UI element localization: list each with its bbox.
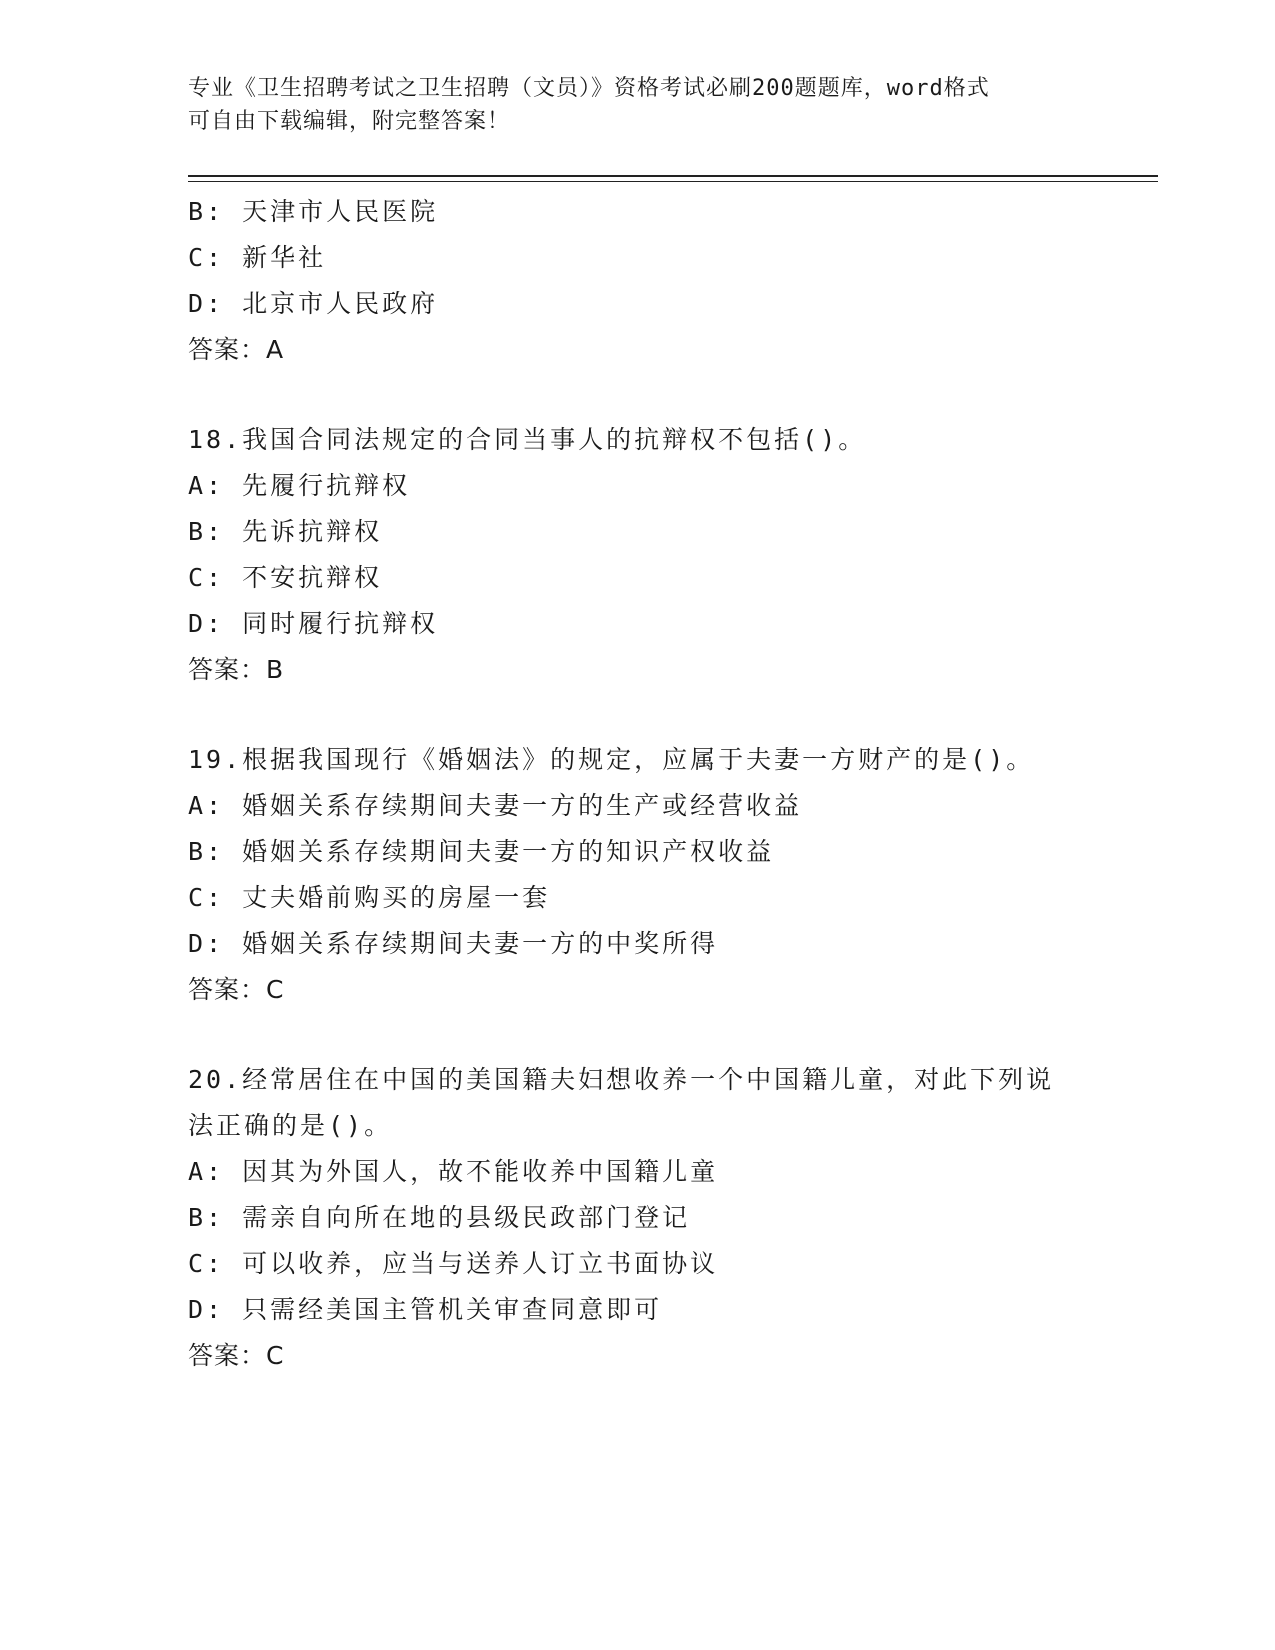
option-label: D:	[188, 1295, 225, 1324]
header-divider-thick	[188, 175, 1158, 177]
option-label: A:	[188, 1157, 225, 1186]
option-c	[188, 1241, 1088, 1287]
option-label: B:	[188, 197, 225, 226]
option-text: 同时履行抗辩权	[242, 609, 439, 638]
answer-line: 答案：C	[188, 1341, 285, 1370]
answer-line: 答案：B	[188, 655, 285, 684]
option-a	[188, 1149, 1088, 1195]
question-20	[188, 1057, 1088, 1379]
answer-line: 答案：A	[188, 335, 285, 364]
option-label: C:	[188, 883, 225, 912]
option-text: 因其为外国人，故不能收养中国籍儿童	[242, 1157, 719, 1186]
option-b	[188, 509, 1088, 555]
option-d	[188, 1287, 1088, 1333]
option-label: A:	[188, 791, 225, 820]
option-text: 新华社	[242, 243, 327, 272]
option-text: 不安抗辩权	[242, 563, 383, 592]
option-label: B:	[188, 1203, 225, 1232]
option-label: B:	[188, 837, 225, 866]
question-stem-line-1: 20.经常居住在中国的美国籍夫妇想收养一个中国籍儿童，对此下列说	[188, 1065, 1055, 1094]
option-a	[188, 783, 1088, 829]
question-stem-line-2: 法正确的是()。	[188, 1111, 393, 1140]
question-18	[188, 417, 1088, 693]
option-label: D:	[188, 289, 225, 318]
option-text: 只需经美国主管机关审查同意即可	[242, 1295, 663, 1324]
option-text: 需亲自向所在地的县级民政部门登记	[242, 1203, 691, 1232]
header-divider-thin	[188, 181, 1158, 182]
option-text: 先履行抗辩权	[242, 471, 411, 500]
option-label: D:	[188, 609, 225, 638]
option-text: 北京市人民政府	[242, 289, 439, 318]
document-header	[188, 72, 1088, 138]
option-d	[188, 281, 1088, 327]
option-label: C:	[188, 1249, 225, 1278]
option-label: A:	[188, 471, 225, 500]
option-d	[188, 921, 1088, 967]
header-line-2: 可自由下载编辑，附完整答案！	[188, 109, 511, 134]
header-line-1: 专业《卫生招聘考试之卫生招聘（文员）》资格考试必刷200题题库，word格式	[188, 76, 990, 101]
question-stem: 18.我国合同法规定的合同当事人的抗辩权不包括()。	[188, 425, 867, 454]
option-label: C:	[188, 243, 225, 272]
option-text: 先诉抗辩权	[242, 517, 383, 546]
option-a	[188, 463, 1088, 509]
question-list	[188, 189, 1088, 1379]
option-c	[188, 555, 1088, 601]
option-text: 丈夫婚前购买的房屋一套	[242, 883, 551, 912]
option-label: D:	[188, 929, 225, 958]
option-label: C:	[188, 563, 225, 592]
question-17-continuation	[188, 189, 1088, 373]
option-b	[188, 829, 1088, 875]
option-text: 可以收养，应当与送养人订立书面协议	[242, 1249, 719, 1278]
option-text: 婚姻关系存续期间夫妻一方的知识产权收益	[242, 837, 775, 866]
option-b	[188, 1195, 1088, 1241]
option-text: 婚姻关系存续期间夫妻一方的生产或经营收益	[242, 791, 803, 820]
question-stem: 19.根据我国现行《婚姻法》的规定，应属于夫妻一方财产的是()。	[188, 745, 1035, 774]
option-d	[188, 601, 1088, 647]
option-label: B:	[188, 517, 225, 546]
question-19	[188, 737, 1088, 1013]
option-c	[188, 875, 1088, 921]
option-text: 婚姻关系存续期间夫妻一方的中奖所得	[242, 929, 719, 958]
option-b	[188, 189, 1088, 235]
option-c	[188, 235, 1088, 281]
answer-line: 答案：C	[188, 975, 285, 1004]
option-text: 天津市人民医院	[242, 197, 439, 226]
